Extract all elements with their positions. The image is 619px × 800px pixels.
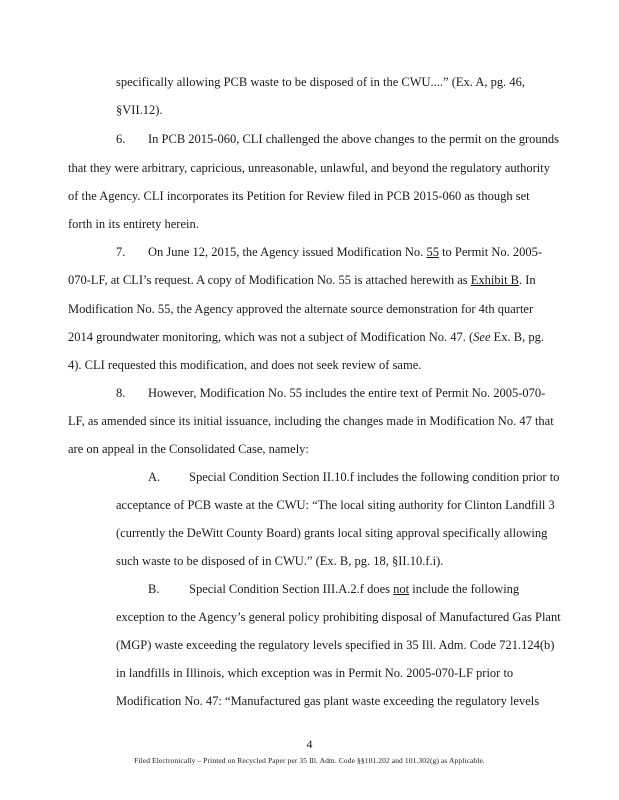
body-line-11: 4). CLI requested this modification, and does not seek review of same. xyxy=(68,358,422,372)
paragraph-number-7: 7. xyxy=(116,245,126,259)
body-line-1: specifically allowing PCB waste to be disposed of in the CWU....” (Ex. A, pg. 46, xyxy=(116,75,525,89)
text-segment: Ex. B, pg. xyxy=(490,330,544,344)
body-line-17: (currently the DeWitt County Board) grants local siting approval specifically allowing xyxy=(116,526,548,540)
modification-number-underlined: 55 xyxy=(426,245,439,259)
text-segment: to Permit No. 2005- xyxy=(438,245,543,259)
body-line-21: (MGP) waste exceeding the regulatory levels specified in 35 Ill. Adm. Code 721.124(b) xyxy=(116,638,555,652)
body-line-7 xyxy=(148,244,542,260)
exhibit-b-reference: Exhibit B xyxy=(470,273,520,287)
text-segment: Special Condition Section III.A.2.f does xyxy=(189,582,394,596)
not-underlined: not xyxy=(393,582,410,596)
text-segment: 070-LF, at CLI’s request. A copy of Modification No. 55 is attached herewith as xyxy=(68,273,471,287)
body-line-5: of the Agency. CLI incorporates its Petition for Review filed in PCB 2015-060 as though set xyxy=(68,189,530,203)
subparagraph-label-b: B. xyxy=(148,582,160,596)
body-line-15: Special Condition Section II.10.f includes the following condition prior to xyxy=(189,470,560,484)
body-line-12: However, Modification No. 55 includes the entire text of Permit No. 2005-070- xyxy=(148,386,546,400)
see-signal-italic: See xyxy=(473,330,491,344)
body-line-10 xyxy=(68,329,544,345)
body-line-4: that they were arbitrary, capricious, unreasonable, unlawful, and beyond the regulatory authority xyxy=(68,161,551,175)
text-segment: include the following xyxy=(409,582,520,596)
page-number: 4 xyxy=(306,737,313,751)
text-segment: On June 12, 2015, the Agency issued Modification No. xyxy=(148,245,427,259)
paragraph-number-6: 6. xyxy=(116,132,126,146)
text-segment: 2014 groundwater monitoring, which was not a subject of Modification No. 47. ( xyxy=(68,330,474,344)
body-line-9: Modification No. 55, the Agency approved the alternate source demonstration for 4th quarter xyxy=(68,302,534,316)
body-line-8 xyxy=(68,272,536,288)
body-line-2: §VII.12). xyxy=(116,103,163,117)
subparagraph-label-a: A. xyxy=(148,470,161,484)
body-line-14: are on appeal in the Consolidated Case, namely: xyxy=(68,442,309,456)
body-line-6: forth in its entirety herein. xyxy=(68,217,199,231)
body-line-20: exception to the Agency’s general policy prohibiting disposal of Manufactured Gas Plant xyxy=(116,610,561,624)
filing-footer: Filed Electronically – Printed on Recycled Paper per 35 Ill. Adm. Code §§101.202 and 101.302(g) as Applicable. xyxy=(134,756,485,765)
body-line-22: in landfills in Illinois, which exception was in Permit No. 2005-070-LF prior to xyxy=(116,666,514,680)
body-line-23: Modification No. 47: “Manufactured gas plant waste exceeding the regulatory levels xyxy=(116,694,540,708)
paragraph-number-8: 8. xyxy=(116,386,126,400)
body-line-19 xyxy=(189,581,519,597)
body-line-13: LF, as amended since its initial issuance, including the changes made in Modification No. 47 that xyxy=(68,414,554,428)
body-line-18: such waste to be disposed of in CWU.” (Ex. B, pg. 18, §II.10.f.i). xyxy=(116,554,444,568)
body-line-3: In PCB 2015-060, CLI challenged the above changes to the permit on the grounds xyxy=(148,132,560,146)
text-segment: . In xyxy=(519,273,536,287)
body-line-16: acceptance of PCB waste at the CWU: “The local siting authority for Clinton Landfill 3 xyxy=(116,498,555,512)
